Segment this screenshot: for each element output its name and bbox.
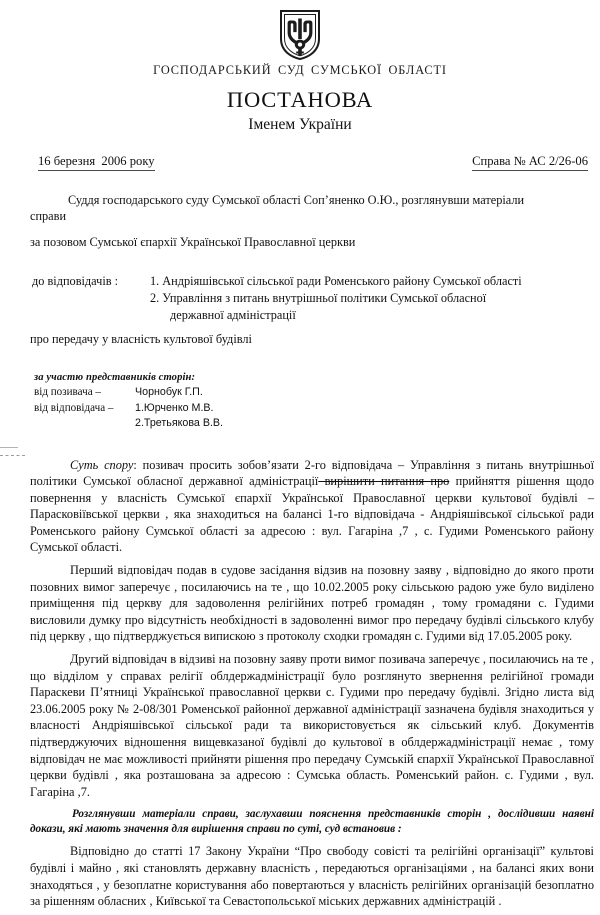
- ukrainian-trident-coat-of-arms-icon: [279, 9, 321, 66]
- judge-line-continuation: справи: [30, 209, 67, 224]
- party-row: [30, 401, 594, 417]
- paragraph-court-examination: Розглянувши матеріали справи, заслухавши пояснення представників сторін , дослідивши наявні докази, які мають значення для вирішення справи по суті, суд встановив :: [30, 808, 594, 836]
- page-title: ПОСТАНОВА: [226, 87, 374, 112]
- intro-block: [0, 192, 600, 432]
- paragraph-law-article-17: Відповідно до статті 17 Закону України “Про свободу совісті та релігійні організації” культові будівлі і майно , які становлять державну власність , передаються організаціями , на балансі яких вони знаходяться , у безоплатне користування або повертаються у власність релігійних організацій безоплатно за рішенням обласних , Київської та Севастопольської міських державних адміністрацій .: [30, 844, 594, 909]
- claimant-line: за позовом Сумської єпархії Української Православної церкви: [30, 234, 356, 249]
- party-row: [30, 385, 594, 401]
- respondents-block: [30, 273, 594, 324]
- document-meta-row: [0, 154, 600, 171]
- party-side-label: від позивача –: [34, 385, 101, 398]
- parties-present-title: за участю представників сторін:: [34, 371, 196, 383]
- paragraph-second-respondent: Другий відповідач в відзиві на позовну заяву проти вимог позивача заперечує , посилаючись на те , що відділом у справах релігії облдержадміністрації було розглянуто звернення релігійної громади Параскеви П’ятниці Української православної церкви с. Гудими про передачу будівлі. Згідно листа від 23.06.2005 року № 2-08/301 Роменської районної державної адміністрації зазначена будівля знаходиться у власності Андріяшівської сільської ради та використовується як сільський клуб. Документів підтверджуючих відношення вищевказаної будівлі до культової в облдержадміністрації немає , тому відповідач не має можливості прийняти рішення про передачу Сумській єпархії Української Православної церкви будівлі , яка розташована за адресою : Сумська область. Роменський район. с. Гудими , вул. Гагаріна ,7.: [30, 652, 594, 799]
- document-date: 16 березня 2006 року: [38, 154, 155, 171]
- paragraph-text-continued: прийняття рішення щодо повернення у власність Сумської єпархії Української Православної церкви культової будівлі – Парасковіївської церкви , яка знаходиться на балансі 1-го відповідача - Андріяшівської сільської ради Роменського району Сумської області за адресою : вул. Гагаріна ,7 , с. Гудими Роменського району Сумської області.: [30, 474, 594, 555]
- coat-of-arms-container: [0, 0, 600, 62]
- parties-present-block: [30, 370, 594, 432]
- document-subtitle: Іменем України: [248, 116, 352, 133]
- judge-line: Суддя господарського суду Сумської області Соп’яненко О.Ю., розглянувши матеріали: [68, 193, 525, 207]
- scan-artifact-dashed-line: [0, 455, 25, 456]
- main-body: [0, 457, 600, 910]
- list-item: 2. Управління з питань внутрішньої політики Сумської обласної: [150, 291, 487, 306]
- party-representative-name: 2.Третьякова В.В.: [135, 417, 224, 430]
- respondents-list: [150, 273, 594, 324]
- party-row: [30, 416, 594, 431]
- struck-text: вирішити питання про: [318, 474, 450, 489]
- list-item: 1. Андріяшівської сільської ради Роменського району Сумської області: [150, 274, 522, 289]
- subject-of-dispute-lead: Суть спору: [70, 457, 134, 472]
- party-representative-name: 1.Юрченко М.В.: [135, 401, 214, 414]
- paragraph-subject-of-dispute: [30, 457, 594, 557]
- list-item: державної адміністрації: [170, 308, 296, 323]
- party-representative-name: Чорнобук Г.П.: [135, 385, 203, 398]
- respondents-label: до відповідачів :: [32, 274, 119, 289]
- case-number: Справа № АС 2/26-06: [472, 154, 588, 171]
- case-subject: про передачу у власність культової будівлі: [30, 332, 252, 347]
- court-name: ГОСПОДАРСЬКИЙ СУД СУМСЬКОЇ ОБЛАСТІ: [153, 63, 447, 77]
- paragraph-text: : позивач просить зобов’язати 2-го відповідача – Управління з питань внутрішньої політики Сумської обласної державної адміністрації: [30, 457, 595, 489]
- paragraph-first-respondent: Перший відповідач подав в судове засідання відзив на позовну заяву , відповідно до якого проти позовних вимог заперечує , посилаючись на те , що 10.02.2005 року сільською радою уже було виділено приміщення під церкву для задоволення релігійних потреб громадян , тому громадяни с. Гудими висловили думку про відсутність необхідності в задоволенні вимог про передачу будівлі сільського клубу під церкву , що підтверджується випискою з протоколу сходки громадян с. Гудими від 17.05.2005 року.: [30, 563, 594, 644]
- scan-artifact-line: [0, 447, 18, 448]
- party-side-label: від відповідача –: [34, 401, 114, 414]
